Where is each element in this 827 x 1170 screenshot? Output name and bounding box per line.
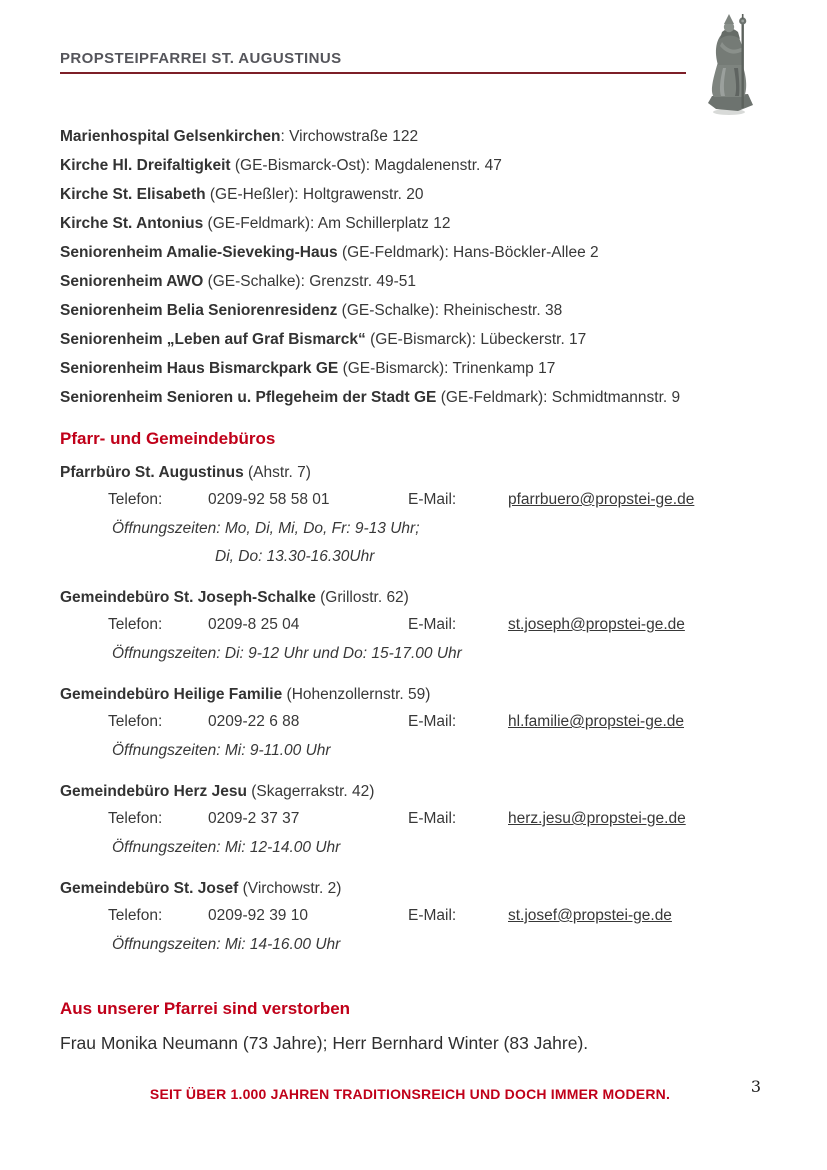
phone-label: Telefon: (108, 810, 163, 827)
location-details: : Virchowstraße 122 (280, 128, 419, 145)
location-item (60, 122, 767, 151)
office-hours: Öffnungszeiten: Mo, Di, Mi, Do, Fr: 9-13 Uhr; (112, 520, 420, 537)
page-header (60, 50, 686, 74)
location-details: (GE-Schalke): Grenzstr. 49-51 (203, 273, 417, 290)
office-title (60, 683, 767, 707)
location-details: (GE-Heßler): Holtgrawenstr. 20 (205, 186, 424, 203)
location-details: (GE-Bismarck): Lübeckerstr. 17 (365, 331, 587, 348)
location-item (60, 209, 767, 238)
location-name: Seniorenheim Haus Bismarckpark GE (60, 360, 339, 377)
page-number: 3 (750, 1077, 761, 1096)
footer-motto: SEIT ÜBER 1.000 JAHREN TRADITIONSREICH UND DOCH IMMER MODERN. (149, 1086, 671, 1102)
location-details: (GE-Feldmark): Hans-Böckler-Allee 2 (337, 244, 599, 261)
email-link-hl-familie[interactable]: hl.familie@propstei-ge.de (508, 713, 684, 730)
email-label: E-Mail: (408, 713, 457, 730)
location-item (60, 267, 767, 296)
email-link-st-josef[interactable]: st.josef@propstei-ge.de (508, 907, 672, 924)
location-name: Kirche St. Elisabeth (60, 186, 206, 203)
location-item (60, 354, 767, 383)
bishop-statue-icon (698, 12, 762, 116)
phone-label: Telefon: (108, 713, 163, 730)
office-name: Gemeindebüro Herz Jesu (60, 783, 247, 800)
office-name: Pfarrbüro St. Augustinus (60, 464, 244, 481)
contact-row (108, 804, 767, 834)
location-name: Kirche Hl. Dreifaltigkeit (60, 157, 231, 174)
office-address: (Ahstr. 7) (243, 464, 311, 481)
email-label: E-Mail: (408, 616, 457, 633)
email-link-herz-jesu[interactable]: herz.jesu@propstei-ge.de (508, 810, 686, 827)
offices-section (60, 461, 767, 974)
location-name: Seniorenheim AWO (60, 273, 204, 290)
office-block-heilige-familie (60, 683, 767, 765)
office-address: (Virchowstr. 2) (238, 880, 342, 897)
location-name: Seniorenheim Belia Seniorenresidenz (60, 302, 338, 319)
email-label: E-Mail: (408, 491, 457, 508)
location-details: (GE-Bismarck): Trinenkamp 17 (338, 360, 556, 377)
phone-label: Telefon: (108, 491, 163, 508)
contact-row (108, 485, 767, 515)
office-address: (Hohenzollernstr. 59) (282, 686, 431, 703)
location-name: Marienhospital Gelsenkirchen (60, 128, 281, 145)
location-item (60, 296, 767, 325)
office-block-herz-jesu (60, 780, 767, 862)
office-block-st-josef (60, 877, 767, 959)
location-item (60, 238, 767, 267)
section-heading-gemeindebueros: Pfarr- und Gemeindebüros (60, 429, 276, 448)
location-details: (GE-Schalke): Rheinischestr. 38 (337, 302, 563, 319)
page-title: PROPSTEIPFARREI ST. AUGUSTINUS (60, 50, 342, 67)
location-name: Seniorenheim Senioren u. Pflegeheim der Stadt GE (60, 389, 437, 406)
office-name: Gemeindebüro St. Josef (60, 880, 239, 897)
office-hours: Öffnungszeiten: Mi: 12-14.00 Uhr (112, 839, 341, 856)
phone-number: 0209-92 58 58 01 (208, 491, 330, 508)
phone-label: Telefon: (108, 907, 163, 924)
office-name: Gemeindebüro Heilige Familie (60, 686, 283, 703)
office-hours: Öffnungszeiten: Mi: 9-11.00 Uhr (112, 742, 331, 759)
location-name: Seniorenheim „Leben auf Graf Bismarck“ (60, 331, 366, 348)
phone-number: 0209-92 39 10 (208, 907, 308, 924)
email-label: E-Mail: (408, 810, 457, 827)
location-item (60, 151, 767, 180)
deceased-names: Frau Monika Neumann (73 Jahre); Herr Bernhard Winter (83 Jahre). (60, 1033, 589, 1053)
location-item (60, 180, 767, 209)
office-hours: Öffnungszeiten: Di: 9-12 Uhr und Do: 15-17.00 Uhr (112, 645, 462, 662)
office-name: Gemeindebüro St. Joseph-Schalke (60, 589, 316, 606)
phone-number: 0209-2 37 37 (208, 810, 300, 827)
location-name: Kirche St. Antonius (60, 215, 204, 232)
contact-row (108, 707, 767, 737)
office-address: (Skagerrakstr. 42) (246, 783, 375, 800)
email-label: E-Mail: (408, 907, 457, 924)
office-hours: Öffnungszeiten: Mi: 14-16.00 Uhr (112, 936, 341, 953)
phone-label: Telefon: (108, 616, 163, 633)
location-item (60, 383, 767, 412)
location-details: (GE-Bismarck-Ost): Magdalenenstr. 47 (230, 157, 502, 174)
office-title (60, 461, 767, 485)
locations-list (60, 122, 767, 412)
phone-number: 0209-8 25 04 (208, 616, 300, 633)
office-hours-line2: Di, Do: 13.30-16.30Uhr (215, 548, 375, 565)
email-link-pfarrbuero[interactable]: pfarrbuero@propstei-ge.de (508, 491, 695, 508)
contact-row (108, 901, 767, 931)
office-title (60, 586, 767, 610)
office-block-st-joseph-schalke (60, 586, 767, 668)
contact-row (108, 610, 767, 640)
office-title (60, 877, 767, 901)
email-link-st-joseph[interactable]: st.joseph@propstei-ge.de (508, 616, 685, 633)
location-name: Seniorenheim Amalie-Sieveking-Haus (60, 244, 338, 261)
phone-number: 0209-22 6 88 (208, 713, 300, 730)
office-title (60, 780, 767, 804)
location-item (60, 325, 767, 354)
office-block-pfarrbuero-st-augustinus (60, 461, 767, 571)
location-details: (GE-Feldmark): Am Schillerplatz 12 (203, 215, 451, 232)
office-address: (Grillostr. 62) (315, 589, 409, 606)
section-heading-verstorbene: Aus unserer Pfarrei sind verstorben (60, 999, 351, 1018)
location-details: (GE-Feldmark): Schmidtmannstr. 9 (436, 389, 681, 406)
